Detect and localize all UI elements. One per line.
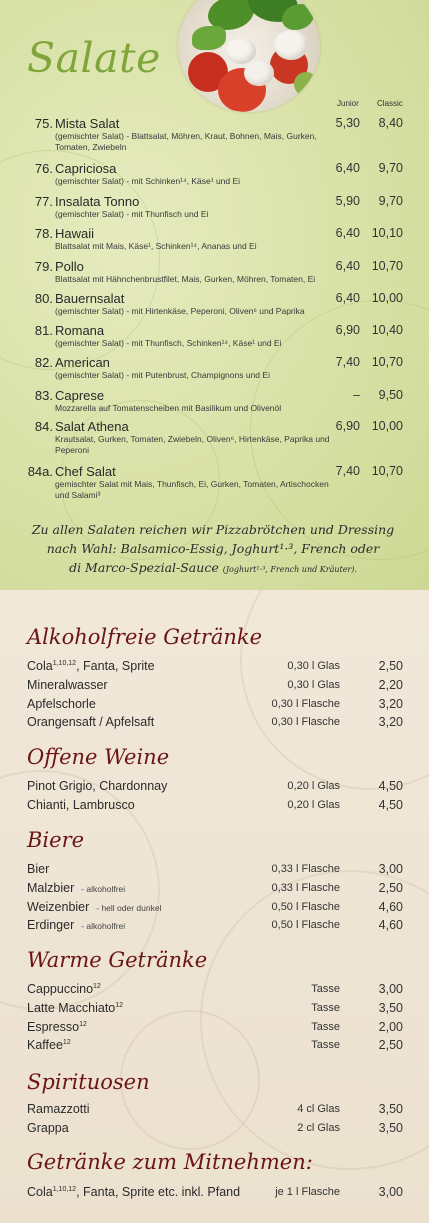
- salad-item-number: 84.: [34, 419, 53, 434]
- drink-item-price: 3,50: [378, 1120, 403, 1135]
- salad-dressing-note: [20, 520, 406, 579]
- column-header-junior: Junior: [337, 99, 359, 108]
- drink-item-size: 0,30 l Glas: [287, 660, 340, 672]
- drink-item-name: [27, 881, 125, 895]
- drink-name-text: Erdinger: [27, 918, 75, 933]
- drink-name-text: Bier: [27, 862, 50, 876]
- salad-item-name: Salat Athena: [55, 419, 129, 434]
- salad-item-price-junior: 5,30: [335, 116, 360, 130]
- drink-name-text: Apfelschorle: [27, 696, 96, 711]
- drink-item: [0, 982, 429, 998]
- drink-item-note: - hell oder dunkel: [96, 902, 162, 913]
- drink-section-heading: Biere: [27, 828, 85, 852]
- salad-item-number: 84a.: [27, 464, 53, 479]
- drink-name-text: Grappa: [27, 1120, 69, 1135]
- salad-item-price-junior: 6,40: [335, 259, 360, 273]
- drink-item-price: 3,20: [378, 696, 403, 711]
- drink-item-size: 0,30 l Flasche: [271, 716, 340, 729]
- drink-name-text: Weizenbier: [27, 899, 90, 914]
- salad-item-number: 78.: [34, 226, 53, 241]
- drink-item-price: 4,60: [378, 899, 403, 914]
- salad-item-description: Blattsalat mit Hähnchenbrustfilet, Mais, Gurken, Möhren, Tomaten, Ei: [55, 274, 316, 284]
- salad-item-description: (gemischter Salat) - mit Putenbrust, Champignons und Ei: [55, 370, 270, 380]
- drink-item-name: [27, 1038, 71, 1052]
- drink-item-size: 0,30 l Glas: [287, 678, 340, 691]
- allergen-superscript: 12: [79, 1020, 87, 1028]
- drink-item: [0, 900, 429, 916]
- drink-item-name: [27, 1185, 240, 1199]
- allergen-superscript: 12: [115, 1001, 124, 1009]
- drink-item-name: [27, 715, 154, 729]
- salad-item-price-junior: 6,40: [335, 161, 360, 175]
- drink-section-heading: Spirituosen: [27, 1070, 150, 1094]
- drink-item: [0, 659, 429, 675]
- drink-name-text: Ramazzotti: [27, 1102, 90, 1116]
- drink-item-size: 0,30 l Flasche: [271, 697, 340, 710]
- salad-item-price-classic: 9,70: [378, 194, 403, 208]
- drink-item: [0, 779, 429, 795]
- drink-item-note: - alkoholfrei: [81, 921, 126, 932]
- drink-item: [0, 1102, 429, 1118]
- salad-item-name: Mista Salat: [55, 116, 120, 131]
- drink-item-name: [27, 1121, 69, 1135]
- drink-item-price: 2,50: [378, 1038, 403, 1053]
- drink-item-size: 0,20 l Glas: [287, 798, 340, 811]
- drinks-section: [0, 590, 429, 1223]
- drink-section-heading: Offene Weine: [27, 745, 170, 769]
- salad-item-name: Hawaii: [55, 226, 95, 241]
- salad-item-description: (gemischter Salat) - mit Hirtenkäse, Peperoni, Oliven⁶ und Paprika: [55, 306, 305, 316]
- drink-item-name: [27, 779, 167, 793]
- drink-item-name: [27, 982, 101, 996]
- salad-item-price-junior: 6,40: [335, 291, 360, 305]
- drink-name-text: Pinot Grigio, Chardonnay: [27, 779, 168, 793]
- allergen-superscript: 12: [62, 1039, 71, 1047]
- drink-name-text: Cola: [27, 659, 53, 673]
- drink-item: [0, 678, 429, 694]
- allergen-superscript: 12: [93, 982, 101, 990]
- drink-item-size: 0,33 l Flasche: [271, 881, 340, 894]
- drink-item: [0, 918, 429, 934]
- salad-item-price-classic: 9,70: [378, 161, 403, 175]
- salad-item-description: (gemischter Salat) - mit Schinken¹⁴, Käse¹ und Ei: [55, 176, 241, 186]
- salad-item-name: Romana: [55, 323, 105, 338]
- salad-item-name: Capriciosa: [55, 161, 117, 176]
- allergen-superscript: 1,10,12: [52, 1185, 77, 1193]
- note-small: (Joghurt¹·³, French und Kräuter).: [222, 565, 357, 574]
- salad-item-price-junior: –: [353, 388, 360, 402]
- drink-item-size: Tasse: [311, 983, 340, 995]
- salad-item-number: 76.: [34, 161, 53, 176]
- drink-item: [0, 1038, 429, 1054]
- salad-item-price-classic: 10,70: [371, 355, 403, 369]
- drink-item-note: - alkoholfrei: [81, 883, 126, 894]
- drink-section-heading: Warme Getränke: [27, 948, 208, 972]
- salad-item-price-classic: 10,40: [371, 323, 403, 337]
- drink-item-price: 4,60: [378, 918, 403, 933]
- drink-item-size: Tasse: [311, 1039, 340, 1052]
- salad-item-number: 83.: [34, 388, 53, 403]
- drink-name-rest: , Fanta, Sprite: [76, 659, 155, 673]
- drink-item-size: Tasse: [311, 1001, 340, 1014]
- drink-item: [0, 1020, 429, 1036]
- drink-item-name: [27, 862, 49, 876]
- note-line-2: nach Wahl: Balsamico-Essig, Joghurt¹·³, French oder: [46, 541, 380, 556]
- drink-item: [0, 715, 429, 731]
- salad-item-description: Blattsalat mit Mais, Käse¹, Schinken¹⁴, Ananas und Ei: [55, 241, 257, 251]
- salad-item-description: (gemischter Salat) - Blattsalat, Möhren, Kraut, Bohnen, Mais, Gurken, Tomaten, Zwiebeln: [55, 131, 317, 152]
- salad-item-price-classic: 10,70: [371, 259, 403, 273]
- drink-item: [0, 1185, 429, 1201]
- salad-item-price-classic: 9,50: [378, 388, 403, 402]
- salad-item-name: Pollo: [55, 259, 84, 274]
- drink-item-size: 0,50 l Flasche: [271, 900, 340, 913]
- drink-item: [0, 1121, 429, 1137]
- drink-item-price: 4,50: [378, 779, 403, 793]
- drink-item-name: [27, 678, 108, 692]
- salad-item-name: Chef Salat: [55, 464, 116, 479]
- salad-item-price-classic: 10,70: [371, 464, 403, 478]
- drink-item-price: 2,20: [378, 677, 403, 692]
- salad-item-number: 80.: [34, 291, 53, 306]
- drink-item: [0, 1001, 429, 1017]
- drink-item-price: 3,50: [378, 1102, 403, 1116]
- salad-item-price-classic: 10,00: [371, 419, 403, 433]
- drink-item-size: 0,33 l Flasche: [271, 863, 340, 875]
- salad-item-description: gemischter Salat mit Mais, Thunfisch, Ei, Gurken, Tomaten, Artischocken und Salami³: [55, 479, 329, 500]
- salad-item-name: Bauernsalat: [55, 291, 125, 306]
- drink-item-price: 3,20: [378, 715, 403, 730]
- salad-item-price-junior: 7,40: [335, 464, 360, 478]
- salad-item-description: Krautsalat, Gurken, Tomaten, Zwiebeln, Oliven⁶, Hirtenkäse, Paprika und Peperoni: [55, 434, 330, 455]
- drink-item-name: [27, 1102, 90, 1116]
- salad-item-number: 81.: [34, 323, 53, 338]
- drink-section-heading: Alkoholfreie Getränke: [27, 625, 263, 649]
- salad-item-price-classic: 10,00: [371, 291, 403, 305]
- drink-item-price: 3,50: [378, 1000, 403, 1015]
- drink-name-text: Cappuccino: [27, 982, 94, 996]
- salad-item-number: 82.: [34, 355, 53, 370]
- salad-section: [0, 0, 429, 590]
- salad-item-price-junior: 6,90: [335, 323, 360, 337]
- drink-item-size: 4 cl Glas: [297, 1103, 340, 1115]
- salad-item-number: 75.: [34, 116, 53, 131]
- drink-item-name: [27, 918, 125, 932]
- drink-name-rest: , Fanta, Sprite etc. inkl. Pfand: [76, 1185, 241, 1199]
- salad-title: Salate: [27, 34, 161, 82]
- salad-item-number: 79.: [34, 259, 53, 274]
- drink-name-text: Chianti, Lambrusco: [27, 797, 135, 812]
- drink-item-size: je 1 l Flasche: [275, 1186, 340, 1198]
- salad-item-description: (gemischter Salat) - mit Thunfisch, Schinken¹⁴, Käse¹ und Ei: [55, 338, 282, 348]
- drink-item-price: 2,00: [378, 1019, 403, 1034]
- drink-name-text: Malzbier: [27, 880, 75, 895]
- drink-name-text: Cola: [27, 1185, 53, 1199]
- drink-name-text: Orangensaft / Apfelsaft: [27, 715, 155, 730]
- salad-item-name: American: [55, 355, 110, 370]
- salad-item-description: (gemischter Salat) - mit Thunfisch und Ei: [55, 209, 209, 219]
- drink-item-name: [27, 798, 135, 812]
- drink-item: [0, 798, 429, 814]
- salad-item-description: Mozzarella auf Tomatenscheiben mit Basilikum und Olivenöl: [55, 403, 282, 413]
- salad-item-price-junior: 7,40: [335, 355, 360, 369]
- note-line-3: di Marco-Spezial-Sauce: [69, 560, 219, 575]
- salad-item-price-junior: 6,90: [335, 419, 360, 433]
- salad-item-price-classic: 8,40: [378, 116, 403, 130]
- drink-item-name: [27, 659, 155, 673]
- salad-item-name: Caprese: [55, 388, 105, 403]
- salad-item-number: 77.: [34, 194, 53, 209]
- salad-item-price-junior: 6,40: [335, 226, 360, 240]
- salad-item-price-classic: 10,10: [371, 226, 403, 240]
- salad-item-name: Insalata Tonno: [55, 194, 140, 209]
- drink-item-size: Tasse: [311, 1020, 340, 1033]
- drink-item-name: [27, 697, 96, 711]
- drink-section-heading: Getränke zum Mitnehmen:: [27, 1150, 313, 1174]
- drink-item-price: 3,00: [378, 982, 403, 996]
- drink-item-name: [27, 900, 161, 914]
- note-line-1: Zu allen Salaten reichen wir Pizzabrötchen und Dressing: [31, 522, 395, 537]
- drink-item-price: 3,00: [378, 862, 403, 876]
- salad-photo: [178, 0, 320, 112]
- drink-item-size: 0,20 l Glas: [287, 780, 340, 792]
- drink-name-text: Mineralwasser: [27, 677, 108, 692]
- drink-item-price: 2,50: [378, 659, 403, 673]
- drink-item-size: 2 cl Glas: [297, 1121, 340, 1134]
- drink-name-text: Latte Macchiato: [27, 1000, 116, 1015]
- drink-item-name: [27, 1020, 87, 1034]
- salad-item-price-junior: 5,90: [335, 194, 360, 208]
- drink-item-size: 0,50 l Flasche: [271, 919, 340, 932]
- drink-name-text: Espresso: [27, 1019, 80, 1034]
- drink-item: [0, 881, 429, 897]
- drink-item: [0, 697, 429, 713]
- drink-item: [0, 862, 429, 878]
- drink-item-price: 4,50: [378, 797, 403, 812]
- drink-item-price: 2,50: [378, 880, 403, 895]
- column-header-classic: Classic: [377, 99, 403, 108]
- drink-name-text: Kaffee: [27, 1038, 63, 1053]
- allergen-superscript: 1,10,12: [52, 659, 77, 667]
- drink-item-price: 3,00: [378, 1185, 403, 1199]
- drink-item-name: [27, 1001, 123, 1015]
